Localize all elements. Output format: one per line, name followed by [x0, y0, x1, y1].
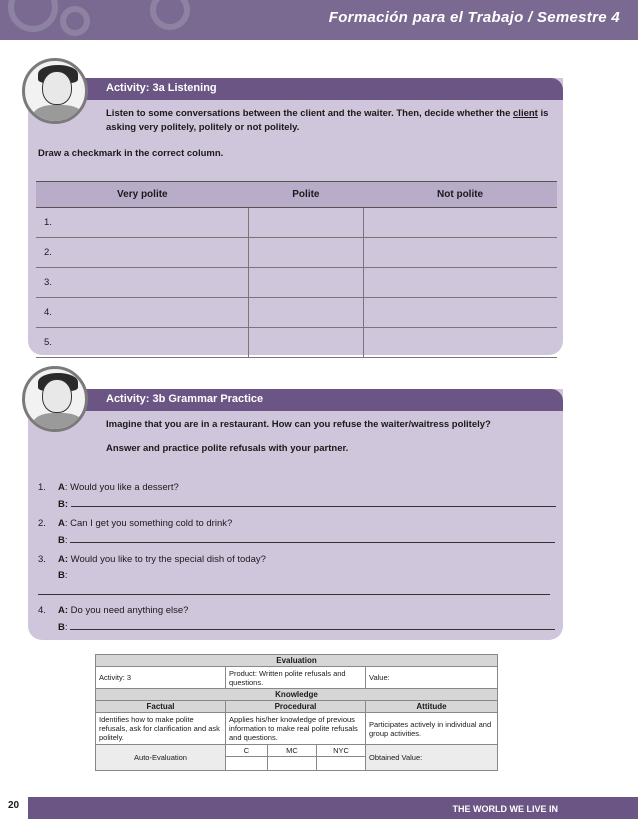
speaker-b-label: B	[58, 535, 65, 546]
checkbox-cell[interactable]	[363, 298, 557, 328]
c-checkbox[interactable]	[226, 757, 268, 771]
speaker-a-label: A:	[58, 554, 69, 565]
activity-3a-title: Activity: 3a Listening	[106, 82, 217, 94]
instruction-text: Listen to some conversations between the client and the waiter. Then, decide whether the	[106, 108, 511, 119]
activity-3b-instruction-2: Answer and practice polite refusals with your partner.	[106, 443, 349, 454]
checkbox-cell[interactable]	[249, 328, 364, 358]
activity-cell: Activity: 3	[96, 667, 226, 689]
table-row	[36, 208, 557, 238]
row-number: 2.	[36, 238, 249, 268]
qa-item-1	[38, 480, 556, 513]
gear-icon	[8, 0, 58, 32]
question-text: Would you like to try the special dish of today?	[68, 554, 266, 565]
column-header-very-polite: Very polite	[36, 182, 249, 208]
activity-3a-sub-instruction: Draw a checkmark in the correct column.	[38, 148, 224, 159]
nyc-label: NYC	[317, 745, 366, 757]
row-number: 4.	[36, 298, 249, 328]
product-cell: Product: Written polite refusals and questions.	[226, 667, 366, 689]
procedural-header: Procedural	[226, 701, 366, 713]
answer-line[interactable]	[38, 584, 550, 595]
qa-item-3: 3. A: Would you like to try the special dish of today? B:	[38, 552, 550, 601]
activity-3a-title-bar	[28, 78, 563, 100]
speaker-a-label: A	[58, 482, 65, 493]
table-header-row	[36, 182, 557, 208]
table-row	[36, 268, 557, 298]
c-label: C	[226, 745, 268, 757]
footer-text: THE WORLD WE LIVE IN	[452, 804, 558, 814]
checkbox-cell[interactable]	[363, 208, 557, 238]
checkbox-cell[interactable]	[249, 238, 364, 268]
mc-checkbox[interactable]	[268, 757, 317, 771]
obtained-value-label: Obtained Value:	[366, 745, 498, 771]
gear-icon	[150, 0, 190, 30]
factual-header: Factual	[96, 701, 226, 713]
table-row	[36, 298, 557, 328]
checkbox-cell[interactable]	[363, 268, 557, 298]
attitude-text: Participates actively in individual and group activities.	[366, 713, 498, 745]
activity-3a-section	[28, 78, 563, 355]
student-avatar-icon	[22, 58, 88, 124]
procedural-text: Applies his/her knowledge of previous information to make real polite refusals and questions.	[226, 713, 366, 745]
checkbox-cell[interactable]	[363, 238, 557, 268]
question-text: Do you need anything else?	[68, 605, 189, 616]
checkbox-cell[interactable]	[249, 268, 364, 298]
attitude-header: Attitude	[366, 701, 498, 713]
instruction-text-end: is asking very politely, politely or not politely.	[106, 108, 549, 133]
table-row	[36, 238, 557, 268]
politeness-table	[36, 181, 557, 358]
speaker-b-label: B	[58, 570, 65, 581]
answer-line[interactable]	[70, 619, 555, 630]
row-number: 3.	[36, 268, 249, 298]
question-text: : Can I get you something cold to drink?	[64, 518, 233, 529]
item-number: 2.	[38, 518, 46, 529]
answer-line[interactable]	[70, 532, 555, 543]
page-header-title: Formación para el Trabajo / Semestre 4	[328, 9, 620, 26]
qa-item-2: 2. A: Can I get you something cold to drink? B:	[38, 516, 555, 549]
row-number: 5.	[36, 328, 249, 358]
activity-3b-title: Activity: 3b Grammar Practice	[106, 393, 264, 405]
page-number: 20	[8, 800, 20, 811]
item-number: 4.	[38, 605, 46, 616]
table-row	[36, 328, 557, 358]
checkbox-cell[interactable]	[363, 328, 557, 358]
activity-3a-instruction	[106, 107, 556, 135]
activity-3b-section	[28, 389, 563, 640]
mc-label: MC	[268, 745, 317, 757]
activity-3b-title-bar	[28, 389, 563, 411]
checkbox-cell[interactable]	[249, 298, 364, 328]
auto-evaluation-label: Auto-Evaluation	[96, 745, 226, 771]
evaluation-header: Evaluation	[96, 655, 498, 667]
row-number: 1.	[36, 208, 249, 238]
speaker-a-label: A	[58, 518, 65, 529]
gear-icon	[60, 6, 90, 36]
item-number: 1.	[38, 482, 46, 493]
speaker-b-label: B	[58, 622, 65, 633]
knowledge-header: Knowledge	[96, 689, 498, 701]
answer-line[interactable]	[71, 496, 556, 507]
evaluation-table	[95, 654, 498, 771]
question-text: : Would you like a dessert?	[64, 482, 179, 493]
column-header-polite: Polite	[249, 182, 364, 208]
qa-item-4: 4. A: Do you need anything else? B:	[38, 603, 555, 636]
column-header-not-polite: Not polite	[363, 182, 557, 208]
checkbox-cell[interactable]	[249, 208, 364, 238]
factual-text: Identifies how to make polite refusals, ask for clarification and ask politely.	[96, 713, 226, 745]
item-number: 3.	[38, 554, 46, 565]
speaker-a-label: A:	[58, 605, 69, 616]
header-band	[0, 0, 638, 40]
speaker-b-label: B:	[58, 499, 69, 510]
value-cell: Value:	[366, 667, 498, 689]
instruction-client-word: client	[513, 108, 538, 119]
nyc-checkbox[interactable]	[317, 757, 366, 771]
student-avatar-icon	[22, 366, 88, 432]
activity-3b-instruction-1: Imagine that you are in a restaurant. How can you refuse the waiter/waitress politely?	[106, 419, 491, 430]
